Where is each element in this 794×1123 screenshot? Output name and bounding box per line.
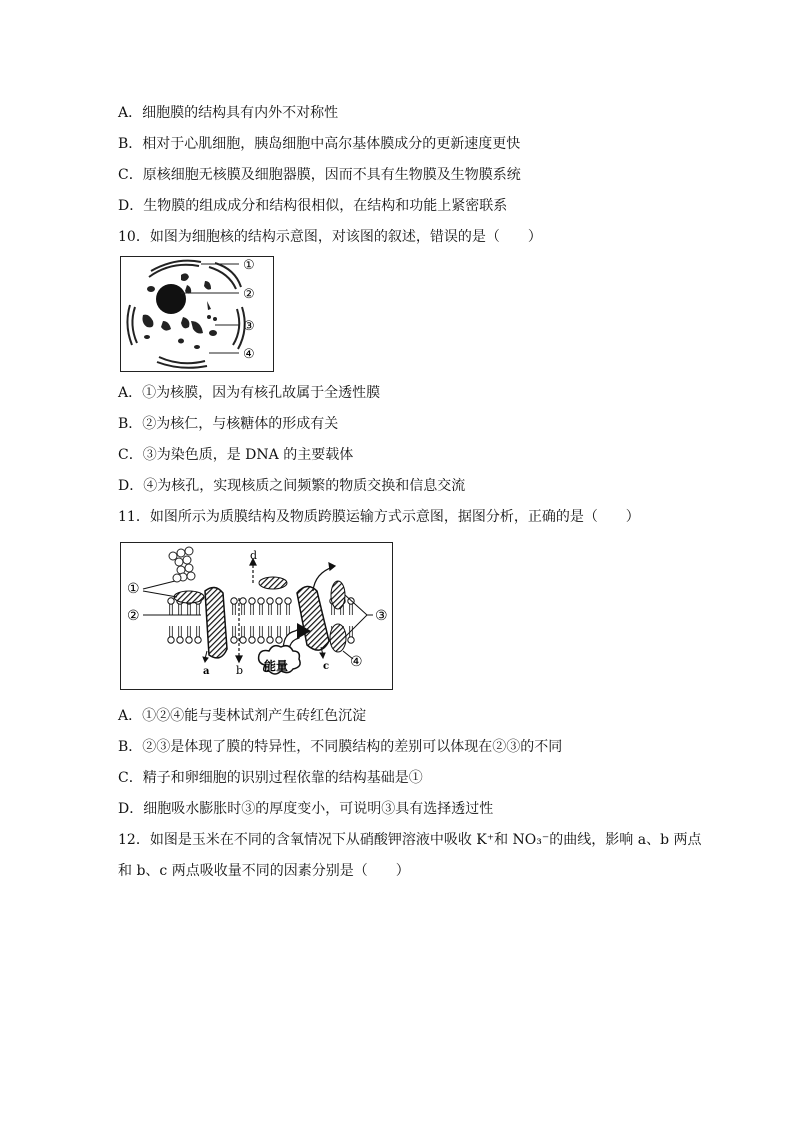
q9-option-c: C．原核细胞无核膜及细胞器膜，因而不具有生物膜及生物膜系统 <box>118 167 521 183</box>
arrow-b <box>236 598 242 662</box>
membrane-letter-b: b <box>236 664 244 677</box>
lipid-head <box>249 598 255 604</box>
lipid-head <box>240 598 246 604</box>
peripheral-protein-lower <box>330 624 346 652</box>
arrow-d <box>250 559 256 583</box>
arrow-c-out <box>313 563 335 591</box>
q11-option-d: D．细胞吸水膨胀时③的厚度变小，可说明③具有选择透过性 <box>118 801 494 817</box>
q10-stem: 10．如图为细胞核的结构示意图，对该图的叙述，错误的是（ ） <box>118 229 542 245</box>
nucleus-label-2: ② <box>243 287 255 302</box>
nucleus-diagram <box>121 257 273 371</box>
q12-stem-line1: 12．如图是玉米在不同的含氧情况下从硝酸钾溶液中吸收 K⁺和 NO₃⁻的曲线，影响 a、b 两点 <box>118 832 702 848</box>
membrane-letter-a: a <box>203 666 210 677</box>
surface-protein-1 <box>174 591 204 603</box>
q12-stem-line2: 和 b、c 两点吸收量不同的因素分别是（ ） <box>118 863 410 879</box>
lipid-head <box>168 598 174 604</box>
q10-option-a: A．①为核膜，因为有核孔故属于全透性膜 <box>118 385 381 401</box>
q10-option-d: D．④为核孔，实现核质之间频繁的物质交换和信息交流 <box>118 478 466 494</box>
lipid-head <box>348 637 354 643</box>
q10-option-b: B．②为核仁，与核糖体的形成有关 <box>118 416 339 432</box>
nucleus-figure <box>120 256 274 372</box>
nucleus-label-3: ③ <box>243 319 255 334</box>
lipid-head <box>249 637 255 643</box>
lipid-head <box>186 637 192 643</box>
surface-protein-2 <box>259 577 287 589</box>
q9-option-a: A．细胞膜的结构具有内外不对称性 <box>118 105 339 121</box>
membrane-letter-d: d <box>250 549 258 562</box>
q11-option-c: C．精子和卵细胞的识别过程依靠的结构基础是① <box>118 770 423 786</box>
arrow-a-down <box>203 651 208 662</box>
lipid-head <box>231 637 237 643</box>
lipid-head <box>195 637 201 643</box>
lipid-head <box>177 637 183 643</box>
glycoprotein-sugar-chain <box>169 547 195 582</box>
q11-option-a: A．①②④能与斐林试剂产生砖红色沉淀 <box>118 708 367 724</box>
lipid-head <box>285 598 291 604</box>
peripheral-protein-upper <box>331 581 345 609</box>
membrane-label-4: ④ <box>350 654 363 670</box>
lipid-head <box>267 598 273 604</box>
lipid-head <box>240 637 246 643</box>
membrane-label-2: ② <box>127 608 140 624</box>
q11-stem: 11．如图所示为质膜结构及物质跨膜运输方式示意图，据图分析，正确的是（ ） <box>118 509 640 525</box>
nucleus-label-4: ④ <box>243 347 255 362</box>
chromatin <box>143 273 218 349</box>
lipid-head <box>231 598 237 604</box>
nucleolus <box>156 284 186 314</box>
lipid-head <box>276 637 282 643</box>
lipid-head <box>258 637 264 643</box>
membrane-diagram <box>121 543 392 689</box>
lipid-head <box>267 637 273 643</box>
membrane-letter-c: c <box>323 661 330 672</box>
nucleus-label-1: ① <box>243 258 255 273</box>
energy-label: 能量 <box>264 659 289 673</box>
lipid-head <box>168 637 174 643</box>
membrane-label-1: ① <box>127 581 140 597</box>
lipid-head <box>258 598 264 604</box>
carrier-protein-c <box>297 586 329 650</box>
membrane-figure <box>120 542 393 690</box>
membrane-label-3: ③ <box>375 608 388 624</box>
transmembrane-protein-a <box>205 587 227 657</box>
q11-option-b: B．②③是体现了膜的特异性，不同膜结构的差别可以体现在②③的不同 <box>118 739 563 755</box>
q9-option-b: B．相对于心肌细胞，胰岛细胞中高尔基体膜成分的更新速度更快 <box>118 136 521 152</box>
lipid-head <box>276 598 282 604</box>
q10-option-c: C．③为染色质，是 DNA 的主要载体 <box>118 447 354 463</box>
q9-option-d: D．生物膜的组成成分和结构很相似，在结构和功能上紧密联系 <box>118 198 508 214</box>
